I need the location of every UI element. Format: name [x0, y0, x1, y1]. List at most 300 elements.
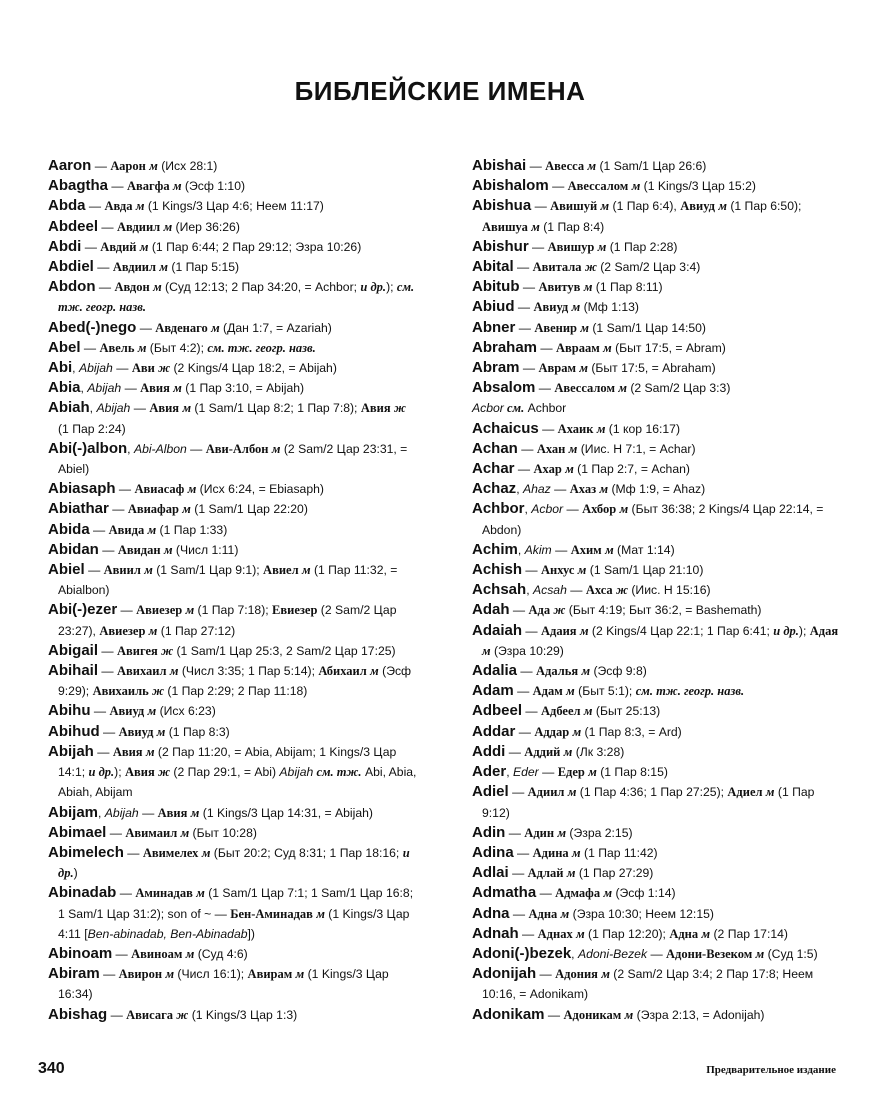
reference-text: (Иер 36:26): [172, 219, 240, 234]
dictionary-entry: [472, 823, 840, 843]
headword: Abishua: [472, 197, 532, 215]
gender-marker: м: [718, 199, 727, 214]
reference-text: (1 Пар 8:15): [596, 765, 668, 780]
gender-marker: ж: [176, 1007, 189, 1022]
reference-text: (1 Пар 2:7, = Achan): [573, 462, 690, 477]
russian-name: Авимаил: [125, 825, 178, 840]
headword: Adonijah: [472, 965, 537, 983]
reference-text: (1 Kings/3 Цар 1:3): [188, 1007, 298, 1022]
separator: ,: [517, 542, 525, 557]
separator: —: [515, 724, 535, 739]
gender-marker: м: [596, 421, 606, 436]
gender-marker: м: [603, 340, 612, 355]
editorial-note: и др.: [88, 765, 115, 780]
separator: —: [536, 886, 556, 901]
headword: Abiah: [48, 399, 90, 417]
dictionary-entry: [48, 499, 420, 519]
headword: Addi: [472, 742, 506, 760]
gender-marker: м: [147, 522, 157, 537]
russian-name: Адмафа: [555, 886, 601, 901]
reference-text: (Быт 5:1);: [574, 684, 636, 699]
reference-text: (Исх 6:23): [156, 704, 216, 719]
reference-text: (Быт 4:19; Быт 36:2, = Bashemath): [565, 603, 762, 618]
russian-name: Ависага: [126, 1007, 174, 1022]
dictionary-entry: [48, 843, 420, 883]
dictionary-entry: [48, 540, 420, 560]
headword: Abihu: [48, 702, 91, 720]
editorial-note: и др.: [360, 280, 387, 295]
dictionary-entry: [472, 358, 840, 378]
separator: —: [505, 825, 525, 840]
headword: Abigail: [48, 641, 99, 659]
footer-note: Предварительное издание: [706, 1064, 836, 1076]
headword: Adbeel: [472, 702, 523, 720]
editorial-note: см.: [503, 401, 525, 416]
headword: Achaz: [472, 480, 517, 498]
variant-spelling: Acsah: [532, 583, 567, 598]
gender-marker: м: [577, 563, 587, 578]
russian-name: Авиноам: [131, 946, 183, 961]
dictionary-entry: [472, 459, 840, 479]
separator: —: [115, 482, 135, 497]
separator: —: [538, 765, 558, 780]
russian-name: Адиил: [527, 785, 565, 800]
headword: Aaron: [48, 157, 92, 174]
separator: ,: [127, 441, 134, 456]
russian-name: Адалья: [535, 664, 579, 679]
gender-marker: м: [148, 623, 158, 638]
reference-text: (1 Пар 1:33): [156, 522, 228, 537]
separator: —: [566, 583, 586, 598]
reference-text: (1 Kings/3 Цар 14:31, = Abijah): [199, 805, 373, 820]
reference-text: );: [386, 280, 397, 295]
separator: —: [550, 482, 570, 497]
dictionary-entry: [48, 277, 420, 317]
reference-text: (1 Sam/1 Цар 7:1; 1 Sam/1 Цар 16:8; 1 Sam/1 Цар 31:2); son of ~ —: [58, 886, 414, 921]
gender-marker: м: [605, 542, 614, 557]
headword: Achaicus: [472, 419, 539, 437]
separator: —: [99, 967, 119, 982]
gender-marker: м: [572, 845, 581, 860]
dictionary-entry: [48, 641, 420, 661]
separator: ,: [80, 381, 88, 396]
headword: Abijah: [48, 742, 94, 760]
reference-text: (1 Пар 6:4),: [609, 199, 681, 214]
separator: —: [508, 866, 528, 881]
dictionary-entry: [472, 176, 840, 196]
gender-marker: м: [370, 664, 379, 679]
dictionary-entry: [48, 722, 420, 742]
gender-marker: м: [572, 724, 582, 739]
headword: Adah: [472, 601, 510, 619]
gender-marker: м: [568, 441, 578, 456]
gender-marker: м: [185, 946, 195, 961]
reference-text: (1 Пар 2:28): [606, 239, 678, 254]
dictionary-entry: [472, 318, 840, 338]
gender-marker: м: [139, 239, 149, 254]
russian-name: Аднах: [537, 926, 573, 941]
separator: —: [544, 1007, 564, 1022]
dictionary-entry: [472, 196, 840, 236]
dictionary-entry: [472, 419, 840, 439]
russian-name: Адиел: [727, 785, 763, 800]
russian-name: Авдиил: [116, 219, 161, 234]
reference-text: );: [114, 765, 125, 780]
headword: Abia: [48, 379, 81, 397]
separator: —: [514, 300, 534, 315]
headword: Ader: [472, 763, 507, 781]
variant-spelling: Adoni-Bezek: [577, 946, 648, 961]
gender-marker: м: [618, 381, 627, 396]
headword: Adam: [472, 682, 514, 700]
reference-text: (Мф 1:13): [580, 300, 639, 315]
dictionary-entry: [472, 499, 840, 539]
reference-text: (1 Kings/3 Цар 4:6; Неем 11:17): [144, 199, 324, 214]
reference-text: (2 Sam/2 Цар 23:31, = Abiel): [58, 441, 408, 477]
reference-text: (Числ 3:35; 1 Пар 5:14);: [178, 664, 319, 679]
headword: Adalia: [472, 662, 518, 680]
russian-name: Авдий: [100, 239, 137, 254]
dictionary-entry: [48, 257, 420, 277]
russian-name: Авихаиль: [92, 684, 149, 699]
russian-name: Авия: [125, 765, 155, 780]
page-number: 340: [38, 1060, 65, 1077]
gender-marker: м: [182, 401, 192, 416]
separator: —: [538, 421, 558, 436]
gender-marker: м: [185, 603, 195, 618]
reference-text: (Числ 16:1);: [174, 967, 248, 982]
gender-marker: м: [576, 926, 585, 941]
separator: —: [106, 825, 126, 840]
gender-marker: м: [581, 664, 591, 679]
gender-marker: м: [567, 785, 577, 800]
russian-name: Едер: [557, 765, 585, 780]
headword: Abishur: [472, 237, 529, 255]
reference-text: ]): [247, 926, 255, 941]
reference-text: (Иис. Н 15:16): [627, 583, 711, 598]
gender-marker: м: [172, 179, 182, 194]
reference-text: (Мат 1:14): [613, 542, 675, 557]
russian-name: Авимелех: [142, 845, 199, 860]
headword: Absalom: [472, 379, 536, 397]
gender-marker: м: [135, 199, 145, 214]
separator: ,: [72, 361, 79, 376]
reference-text: (Суд 4:6): [194, 946, 248, 961]
gender-marker: ж: [158, 361, 171, 376]
variant-spelling: Abijah: [96, 401, 131, 416]
dictionary-entry: [48, 176, 420, 196]
gender-marker: м: [137, 340, 147, 355]
dictionary-entry: [472, 439, 840, 459]
dictionary-entry: [472, 924, 840, 944]
russian-name: Адаия: [540, 623, 577, 638]
headword: Adin: [472, 823, 506, 841]
russian-name: Авишур: [547, 239, 595, 254]
separator: —: [95, 280, 115, 295]
reference-text: (Эзра 10:29): [490, 643, 564, 658]
reference-text: (2 Пар 29:1, = Abi): [170, 765, 280, 780]
separator: —: [535, 381, 555, 396]
page-title: БИБЛЕЙСКИЕ ИМЕНА: [294, 76, 586, 106]
dictionary-entry: [48, 661, 420, 701]
gender-marker: м: [571, 300, 581, 315]
gender-marker: м: [271, 441, 281, 456]
variant-spelling: Abijah: [104, 805, 139, 820]
russian-name: Ахаз: [569, 482, 597, 497]
separator: —: [528, 239, 548, 254]
separator: —: [537, 340, 556, 355]
separator: —: [116, 886, 136, 901]
reference-text: (2 Пар 11:20, = Abia, Abijam; 1 Kings/3 Цар 14:1;: [58, 744, 397, 780]
dictionary-entry: [48, 217, 420, 237]
reference-text: (1 Пар 8:4): [539, 219, 605, 234]
headword: Abihail: [48, 662, 99, 680]
russian-name: Авиуд: [680, 199, 715, 214]
separator: ,: [506, 765, 513, 780]
russian-name: Авишуй: [550, 199, 598, 214]
separator: —: [98, 664, 117, 679]
russian-name: Авия: [149, 401, 180, 416]
reference-text: (1 Пар 11:42): [580, 845, 658, 860]
variant-spelling: Abi-Albon: [133, 441, 187, 456]
russian-name: Авагфа: [126, 179, 170, 194]
dictionary-entry: [48, 560, 420, 600]
separator: ,: [516, 482, 523, 497]
russian-name: Ада: [528, 603, 551, 618]
variant-spelling: Acbor: [531, 502, 564, 517]
gender-marker: м: [579, 623, 589, 638]
headword: Abner: [472, 318, 516, 336]
russian-name: Авитала: [532, 260, 582, 275]
russian-name: Аддий: [524, 744, 561, 759]
separator: —: [522, 563, 541, 578]
russian-name: Адая: [809, 623, 839, 638]
russian-name: Бен-Аминадав: [230, 906, 313, 921]
dictionary-entry: [472, 1005, 840, 1025]
russian-name: Авраам: [556, 340, 600, 355]
reference-text: (1 Пар 12:20);: [584, 926, 670, 941]
dictionary-entry: [48, 803, 420, 823]
headword: Achim: [472, 540, 518, 558]
dictionary-entry: [472, 904, 840, 924]
dictionary-entry: [48, 742, 420, 803]
headword: Abdi: [48, 237, 82, 255]
russian-name: Адбеел: [540, 704, 581, 719]
variant-spelling: Ben-abinadab, Ben-Abinadab: [87, 926, 248, 941]
gender-marker: м: [701, 926, 711, 941]
dictionary-entry: [472, 156, 840, 176]
reference-text: (1 Пар 9:12): [482, 785, 815, 820]
gender-marker: ж: [584, 260, 597, 275]
reference-text: (1 Пар 8:11): [592, 280, 663, 295]
headword: Achan: [472, 439, 518, 457]
dictionary-entry: [472, 378, 840, 398]
dictionary-entry: [472, 701, 840, 721]
variant-spelling: Eder: [512, 765, 539, 780]
separator: —: [513, 845, 533, 860]
separator: —: [526, 159, 546, 173]
headword: Abishalom: [472, 177, 549, 195]
russian-name: Авиезер: [136, 603, 183, 618]
reference-text: (1 Sam/1 Цар 8:2; 1 Пар 7:8);: [191, 401, 361, 416]
reference-text: (Лк 3:28): [572, 744, 625, 759]
reference-text: (Быт 17:5, = Abram): [611, 340, 726, 355]
reference-text: (1 Пар 8:3, = Ard): [581, 724, 682, 739]
separator: —: [647, 946, 667, 961]
gender-marker: м: [482, 643, 491, 658]
reference-text: (1 Kings/3 Цар 16:34): [58, 967, 389, 1002]
separator: —: [138, 805, 158, 820]
gender-marker: м: [587, 159, 597, 173]
reference-text: (Эсф 9:29);: [58, 664, 412, 699]
russian-name: Авиафар: [127, 502, 179, 517]
russian-name: Авденаго: [155, 320, 208, 335]
separator: —: [514, 462, 534, 477]
russian-name: Авихаил: [116, 664, 167, 679]
headword: Abi(-)albon: [48, 439, 128, 457]
dictionary-entry: [472, 863, 840, 883]
reference-text: Achbor: [524, 401, 567, 416]
separator: —: [98, 219, 117, 234]
reference-text: (1 кор 16:17): [605, 421, 680, 436]
reference-text: (1 Пар 2:29; 2 Пар 11:18): [164, 684, 308, 699]
reference-text: (Быт 20:2; Суд 8:31; 1 Пар 18:16;: [210, 845, 403, 860]
gender-marker: м: [560, 906, 570, 921]
gender-marker: м: [147, 704, 157, 719]
separator: —: [108, 179, 127, 194]
headword: Achish: [472, 561, 523, 579]
dictionary-entry: [472, 277, 840, 297]
editorial-note: и др.: [773, 623, 799, 638]
gender-marker: м: [557, 825, 567, 840]
headword: Abinadab: [48, 884, 117, 902]
reference-text: (Эзра 10:30; Неем 12:15): [569, 906, 714, 921]
dictionary-entry: [472, 883, 840, 903]
russian-name: Авия: [140, 381, 170, 396]
separator: —: [509, 603, 529, 618]
reference-text: (Эсф 9:8): [590, 664, 647, 679]
separator: —: [513, 260, 533, 275]
gender-marker: м: [295, 967, 305, 982]
russian-name: Ахбор: [582, 502, 617, 517]
separator: —: [99, 724, 119, 739]
dictionary-entry: [48, 701, 420, 721]
separator: —: [563, 502, 583, 517]
headword: Adiel: [472, 783, 509, 801]
russian-name: Ахим: [570, 542, 602, 557]
reference-text: (Быт 36:38; 2 Kings/4 Цар 22:14, = Abdon): [482, 502, 824, 537]
gender-marker: м: [600, 199, 610, 214]
gender-marker: ж: [158, 765, 171, 780]
gender-marker: м: [583, 280, 593, 295]
reference-text: (Исх 6:24, = Ebiasaph): [196, 482, 324, 497]
headword: Adaiah: [472, 621, 523, 639]
gender-marker: м: [583, 704, 593, 719]
headword: Achsah: [472, 581, 527, 599]
dictionary-entry: [472, 762, 840, 782]
headword: Abiram: [48, 965, 100, 983]
russian-name: Авирам: [247, 967, 293, 982]
separator: —: [517, 441, 537, 456]
russian-name: Авда: [104, 199, 133, 214]
separator: —: [121, 381, 141, 396]
gender-marker: ж: [393, 401, 406, 416]
russian-name: Авиасаф: [134, 482, 185, 497]
gender-marker: м: [187, 482, 197, 497]
editorial-note: см. тж. геогр. назв.: [58, 280, 415, 315]
gender-marker: м: [603, 886, 613, 901]
dictionary-entry: [472, 479, 840, 499]
separator: —: [130, 401, 150, 416]
reference-text: (Мф 1:9, = Ahaz): [608, 482, 706, 497]
reference-text: (2 Kings/4 Цар 22:1; 1 Пар 6:41;: [588, 623, 774, 638]
reference-text: (Иис. Н 7:1, = Achar): [577, 441, 696, 456]
russian-name: Адлай: [527, 866, 564, 881]
russian-name: Ави: [131, 361, 155, 376]
headword: Abidan: [48, 540, 99, 558]
russian-name: Адна: [528, 906, 558, 921]
russian-name: Ахар: [533, 462, 562, 477]
russian-name: Авенир: [534, 320, 577, 335]
headword: Abimael: [48, 823, 107, 841]
gender-marker: м: [566, 866, 576, 881]
gender-marker: м: [211, 320, 220, 335]
gender-marker: м: [159, 260, 168, 275]
reference-text: (2 Kings/4 Цар 18:2, = Abijah): [170, 361, 337, 376]
russian-name: Аддар: [534, 724, 570, 739]
headword: Abi(-)ezer: [48, 601, 118, 619]
russian-name: Авессалом: [554, 381, 615, 396]
russian-name: Ави-Албон: [205, 441, 269, 456]
russian-name: Авирон: [118, 967, 163, 982]
reference-text: (Эсф 1:14): [612, 886, 676, 901]
reference-text: (1 Пар 2:24): [58, 421, 126, 436]
headword: Abda: [48, 197, 86, 215]
headword: Abishag: [48, 1005, 108, 1023]
headword: Adna: [472, 904, 510, 922]
gender-marker: м: [597, 239, 607, 254]
separator: —: [548, 179, 568, 194]
headword: Abiud: [472, 298, 515, 316]
separator: —: [505, 744, 525, 759]
gender-marker: м: [169, 664, 179, 679]
dictionary-entry: [472, 661, 840, 681]
separator: —: [513, 684, 533, 699]
reference-text: (Исх 28:1): [157, 159, 218, 173]
dictionary-entry: [48, 520, 420, 540]
russian-name: Авия: [360, 401, 391, 416]
separator: —: [93, 744, 113, 759]
headword: Addar: [472, 722, 516, 740]
russian-name: Авель: [99, 340, 135, 355]
gender-marker: м: [156, 724, 166, 739]
gender-marker: м: [765, 785, 775, 800]
separator: ,: [571, 946, 578, 961]
reference-text: (Эзра 2:13, = Adonijah): [633, 1007, 765, 1022]
dictionary-entry: [48, 338, 420, 358]
headword: Adnah: [472, 924, 519, 942]
russian-name: Ахан: [536, 441, 566, 456]
russian-name: Авидан: [117, 542, 161, 557]
headword: Abiasaph: [48, 480, 116, 498]
gender-marker: м: [580, 320, 589, 335]
separator: —: [531, 199, 551, 214]
separator: —: [517, 664, 536, 679]
separator: —: [112, 946, 132, 961]
reference-text: (1 Kings/3 Цар 15:2): [640, 179, 756, 194]
separator: ,: [524, 502, 532, 517]
gender-marker: м: [145, 744, 155, 759]
